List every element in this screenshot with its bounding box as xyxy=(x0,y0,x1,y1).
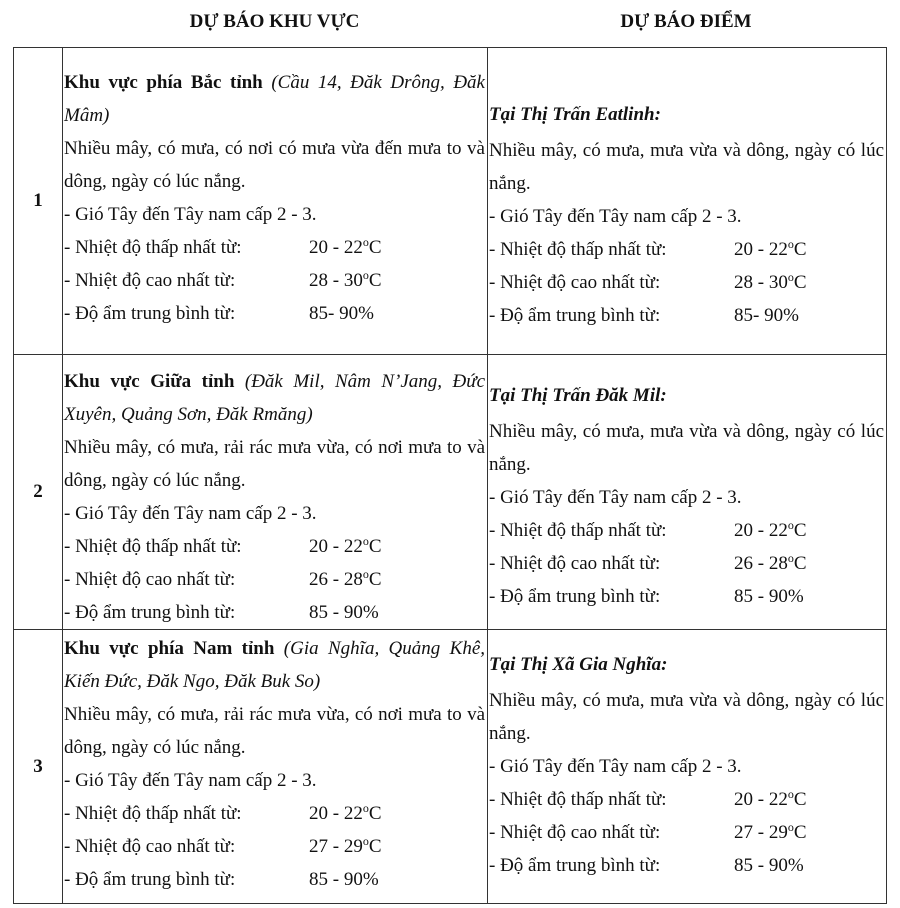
celsius-unit: C xyxy=(793,553,807,574)
min-temp-label: - Nhiệt độ thấp nhất từ: xyxy=(64,237,242,258)
max-temp-label: - Nhiệt độ cao nhất từ: xyxy=(64,270,236,291)
region-cell xyxy=(63,48,488,355)
max-temp-label: - Nhiệt độ cao nhất từ: xyxy=(64,569,236,590)
row-number: 3 xyxy=(14,630,63,904)
degree-sign: o xyxy=(787,518,794,532)
point-min-temp xyxy=(489,233,884,266)
max-temp-label: - Nhiệt độ cao nhất từ: xyxy=(489,553,661,574)
point-max-temp xyxy=(489,547,884,580)
region-content xyxy=(64,48,485,330)
region-content xyxy=(64,355,485,629)
region-areas: (Cầu 14, Đăk Drông, Đăk Mâm) xyxy=(64,72,485,126)
region-areas: (Gia Nghĩa, Quảng Khê, Kiến Đức, Đăk Ngo, Đăk Buk So) xyxy=(64,638,486,692)
point-description: Nhiều mây, có mưa, mưa vừa và dông, ngày có lúc nắng. xyxy=(489,690,884,744)
min-temp-value: 20 - 22 xyxy=(309,237,363,258)
max-temp-value: 28 - 30 xyxy=(309,270,363,291)
humidity-value: 85 - 90% xyxy=(734,586,804,607)
region-cell xyxy=(63,630,488,904)
degree-sign: o xyxy=(787,551,794,565)
celsius-unit: C xyxy=(793,272,807,293)
degree-sign: o xyxy=(787,787,794,801)
humidity-value: 85- 90% xyxy=(309,303,374,324)
forecast-table xyxy=(13,47,887,904)
min-temp-label: - Nhiệt độ thấp nhất từ: xyxy=(489,239,667,260)
region-title xyxy=(64,632,485,698)
region-description: Nhiều mây, có mưa, rải rác mưa vừa, có nơi mưa to và dông, ngày có lúc nắng. xyxy=(64,437,485,491)
point-title: Tại Thị Trấn Đăk Mil: xyxy=(489,385,667,406)
region-content xyxy=(64,630,485,896)
row-number: 2 xyxy=(14,355,63,630)
table-row xyxy=(14,355,887,630)
region-wind: - Gió Tây đến Tây nam cấp 2 - 3. xyxy=(64,503,317,524)
region-description: Nhiều mây, có mưa, có nơi có mưa vừa đến mưa to và dông, ngày có lúc nắng. xyxy=(64,138,485,192)
table-row xyxy=(14,630,887,904)
humidity-value: 85- 90% xyxy=(734,305,799,326)
humidity-value: 85 - 90% xyxy=(309,869,379,890)
celsius-unit: C xyxy=(368,536,382,557)
region-wind: - Gió Tây đến Tây nam cấp 2 - 3. xyxy=(64,204,317,225)
humidity-label: - Độ ẩm trung bình từ: xyxy=(64,602,236,623)
humidity-label: - Độ ẩm trung bình từ: xyxy=(64,303,236,324)
max-temp-value: 26 - 28 xyxy=(309,569,363,590)
min-temp-value: 20 - 22 xyxy=(734,789,788,810)
point-description: Nhiều mây, có mưa, mưa vừa và dông, ngày có lúc nắng. xyxy=(489,421,884,475)
region-title xyxy=(64,365,485,431)
celsius-unit: C xyxy=(793,789,807,810)
celsius-unit: C xyxy=(368,270,382,291)
humidity-value: 85 - 90% xyxy=(734,855,804,876)
point-wind: - Gió Tây đến Tây nam cấp 2 - 3. xyxy=(489,206,742,227)
point-wind: - Gió Tây đến Tây nam cấp 2 - 3. xyxy=(489,487,742,508)
region-areas: (Đăk Mil, Nâm N’Jang, Đức Xuyên, Quảng Sơn, Đăk Rmăng) xyxy=(64,371,485,425)
region-humidity xyxy=(64,297,485,330)
point-forecast-header: DỰ BÁO ĐIỂM xyxy=(620,11,752,32)
table-row xyxy=(14,48,887,355)
min-temp-label: - Nhiệt độ thấp nhất từ: xyxy=(489,789,667,810)
celsius-unit: C xyxy=(793,822,807,843)
region-min-temp xyxy=(64,797,485,830)
region-min-temp xyxy=(64,530,485,563)
max-temp-value: 28 - 30 xyxy=(734,272,788,293)
point-cell xyxy=(488,355,887,630)
region-max-temp xyxy=(64,563,485,596)
point-cell xyxy=(488,630,887,904)
min-temp-label: - Nhiệt độ thấp nhất từ: xyxy=(489,520,667,541)
point-description: Nhiều mây, có mưa, mưa vừa và dông, ngày có lúc nắng. xyxy=(489,140,884,194)
celsius-unit: C xyxy=(368,803,382,824)
max-temp-value: 27 - 29 xyxy=(309,836,363,857)
point-content xyxy=(489,355,884,613)
celsius-unit: C xyxy=(368,237,382,258)
region-name: Khu vực Giữa tỉnh xyxy=(64,371,235,392)
point-humidity xyxy=(489,849,884,882)
celsius-unit: C xyxy=(793,239,807,260)
point-max-temp xyxy=(489,816,884,849)
point-min-temp xyxy=(489,783,884,816)
point-title: Tại Thị Xã Gia Nghĩa: xyxy=(489,654,668,675)
min-temp-value: 20 - 22 xyxy=(309,536,363,557)
point-title: Tại Thị Trấn Eatlinh: xyxy=(489,104,661,125)
degree-sign: o xyxy=(362,567,369,581)
point-content xyxy=(489,630,884,882)
min-temp-label: - Nhiệt độ thấp nhất từ: xyxy=(64,803,242,824)
region-max-temp xyxy=(64,264,485,297)
point-content xyxy=(489,48,884,332)
region-max-temp xyxy=(64,830,485,863)
humidity-label: - Độ ẩm trung bình từ: xyxy=(489,305,661,326)
humidity-label: - Độ ẩm trung bình từ: xyxy=(489,855,661,876)
region-cell xyxy=(63,355,488,630)
humidity-label: - Độ ẩm trung bình từ: xyxy=(64,869,236,890)
min-temp-value: 20 - 22 xyxy=(734,239,788,260)
celsius-unit: C xyxy=(368,836,382,857)
point-humidity xyxy=(489,299,884,332)
humidity-value: 85 - 90% xyxy=(309,602,379,623)
region-name: Khu vực phía Nam tỉnh xyxy=(64,638,275,659)
region-name: Khu vực phía Bắc tỉnh xyxy=(64,72,263,93)
max-temp-label: - Nhiệt độ cao nhất từ: xyxy=(64,836,236,857)
region-description: Nhiều mây, có mưa, rải rác mưa vừa, có nơi mưa to và dông, ngày có lúc nắng. xyxy=(64,704,485,758)
region-min-temp xyxy=(64,231,485,264)
min-temp-label: - Nhiệt độ thấp nhất từ: xyxy=(64,536,242,557)
humidity-label: - Độ ẩm trung bình từ: xyxy=(489,586,661,607)
point-wind: - Gió Tây đến Tây nam cấp 2 - 3. xyxy=(489,756,742,777)
degree-sign: o xyxy=(362,834,369,848)
region-humidity xyxy=(64,596,485,629)
degree-sign: o xyxy=(362,235,369,249)
region-title xyxy=(64,66,485,132)
min-temp-value: 20 - 22 xyxy=(309,803,363,824)
region-forecast-header: DỰ BÁO KHU VỰC xyxy=(189,11,360,32)
region-humidity xyxy=(64,863,485,896)
max-temp-value: 27 - 29 xyxy=(734,822,788,843)
row-number: 1 xyxy=(14,48,63,355)
region-wind: - Gió Tây đến Tây nam cấp 2 - 3. xyxy=(64,770,317,791)
degree-sign: o xyxy=(787,237,794,251)
min-temp-value: 20 - 22 xyxy=(734,520,788,541)
celsius-unit: C xyxy=(368,569,382,590)
degree-sign: o xyxy=(787,270,794,284)
degree-sign: o xyxy=(362,268,369,282)
max-temp-label: - Nhiệt độ cao nhất từ: xyxy=(489,822,661,843)
point-min-temp xyxy=(489,514,884,547)
degree-sign: o xyxy=(362,534,369,548)
degree-sign: o xyxy=(787,820,794,834)
degree-sign: o xyxy=(362,801,369,815)
point-cell xyxy=(488,48,887,355)
point-max-temp xyxy=(489,266,884,299)
celsius-unit: C xyxy=(793,520,807,541)
point-humidity xyxy=(489,580,884,613)
max-temp-label: - Nhiệt độ cao nhất từ: xyxy=(489,272,661,293)
max-temp-value: 26 - 28 xyxy=(734,553,788,574)
